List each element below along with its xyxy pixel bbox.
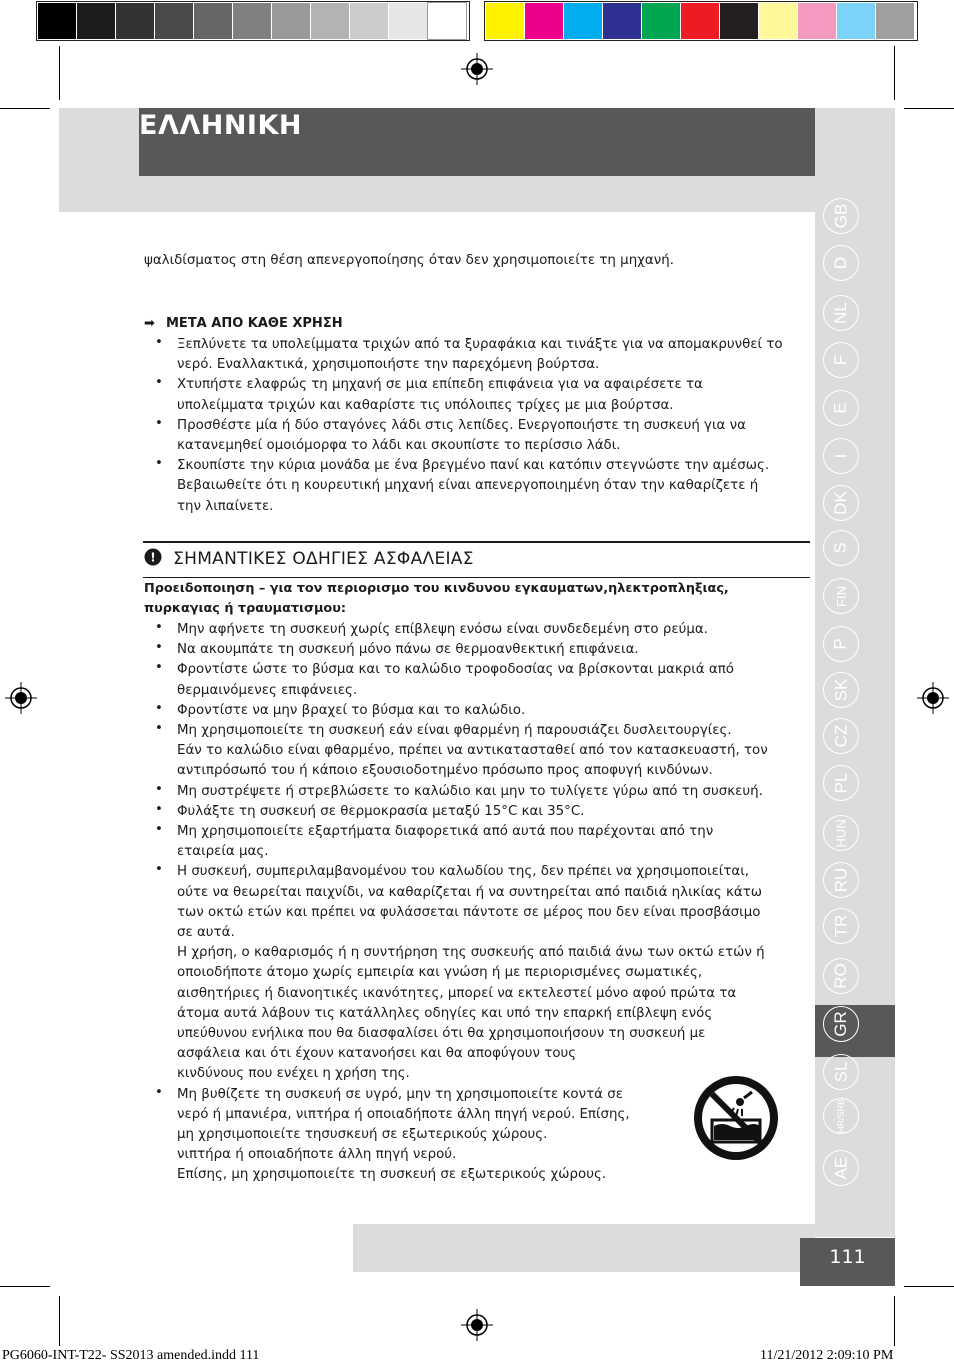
bullet: • (155, 415, 163, 431)
bullet: • (155, 822, 163, 837)
bullet: • (155, 781, 163, 797)
language-tab-nl[interactable]: NL (823, 295, 859, 331)
list-item-line: Φροντίστε να μην βραχεί το βύσμα και το καλώδιο. (177, 702, 526, 718)
crop-mark (59, 1296, 60, 1346)
list-item-line: Βεβαιωθείτε ότι η κουρευτική μηχανή είναι απενεργοποιημένη όταν την καθαρίζετε ή (177, 478, 759, 494)
no-water-icon (692, 1074, 780, 1162)
list-item-line: των οκτώ ετών και πρέπει να φυλάσσεται πάντοτε σε μέρος που δεν είναι προσβάσιμο (177, 904, 761, 920)
list-item-line: Η συσκευή, συμπεριλαμβανομένου του καλωδίου της, δεν πρέπει να χρησιμοποιείται, (177, 864, 750, 880)
intro-line: ψαλιδίσματος στη θέση απενεργοποίησης όταν δεν χρησιμοποιείτε τη μηχανή. (144, 253, 674, 268)
list-item-line: άτομα αυτά λάβουν τις κατάλληλες οδηγίες και υπό την επαρκή επίβλεψη ενός (177, 1005, 713, 1021)
swatch-frame (36, 1, 470, 41)
section-divider (143, 541, 810, 543)
bullet: • (155, 721, 163, 736)
list-item-line: Χτυπήστε ελαφρώς τη μηχανή σε μια επίπεδη επιφάνεια για να αφαιρέσετε τα (177, 377, 703, 393)
list-item-line: την λιπαίνετε. (177, 498, 274, 514)
language-tab-cz[interactable]: CZ (823, 718, 859, 754)
list-item-line: ασφάλεια και ότι έχουν κατανοήσει και θα αποφύγουν τους (177, 1046, 577, 1062)
page-title: ΕΛΛΗΝΙΚΗ (139, 110, 302, 141)
list-item-line: υπολείμματα τριχών και καθαρίστε τις υπόλοιπες τρίχες με μια βούρτσα. (177, 397, 674, 413)
section-divider (143, 577, 810, 578)
list-item-line: Μη χρησιμοποιείτε τη συσκευή εάν είναι φθαρμένη ή παρουσιάζει δυσλειτουργίες. (177, 723, 732, 738)
language-tab-gb[interactable]: GB (823, 198, 859, 234)
language-tab-hun[interactable]: HUN (823, 815, 859, 851)
warning-icon (144, 548, 162, 566)
language-tab-sk[interactable]: SK (823, 672, 859, 708)
language-tab-ae[interactable]: AE (823, 1150, 859, 1186)
warning-line: πυρκαγιας ή τραυματισμου: (144, 601, 346, 616)
list-item-line: Προσθέστε μία ή δύο σταγόνες λάδι στις λεπίδες. Ενεργοποιήστε τη συσκευή για να (177, 417, 746, 433)
list-item-line: εταιρεία μας. (177, 844, 269, 860)
after-use-heading: ΜΕΤΑ ΑΠΟ ΚΑΘΕ ΧΡΗΣΗ (166, 316, 343, 331)
frame-panel (139, 176, 815, 212)
list-item-line: ούτε να θεωρείται παιχνίδι, να καθαρίζεται ή να συντηρείται από παιδιά ηλικίας κάτω (177, 884, 762, 900)
page-number: 111 (829, 1246, 866, 1268)
list-item-line: Σκουπίστε την κύρια μονάδα με ένα βρεγμένο πανί και κατόπιν στεγνώστε την αμέσως. (177, 458, 770, 474)
crop-mark (904, 1286, 954, 1287)
crop-mark (894, 1296, 895, 1346)
crop-mark (0, 1286, 50, 1287)
after-use-heading-row (144, 312, 343, 331)
bullet: • (155, 700, 163, 716)
list-item-line: κινδύνους που ενέχει η χρήση της. (177, 1066, 410, 1082)
language-tab-sl[interactable]: SL (823, 1054, 859, 1090)
bullet: • (155, 1084, 163, 1100)
language-tab-i[interactable]: I (823, 438, 859, 474)
list-item-line: κατανεμηθεί ομοιόμορφα το λάδι και σκουπίστε το περίσσιο λάδι. (177, 438, 621, 453)
safety-heading-row (144, 548, 474, 569)
language-tab-hr-srb[interactable]: HR/SRB (823, 1098, 859, 1134)
crop-mark (59, 46, 60, 100)
language-tab-f[interactable]: F (823, 342, 859, 378)
language-tab-pl[interactable]: PL (823, 765, 859, 801)
list-item-line: νερό. Εναλλακτικά, χρησιμοποιήστε την παρεχόμενη βούρτσα. (177, 357, 600, 373)
language-tab-p[interactable]: P (823, 626, 859, 662)
language-tab-e[interactable]: E (823, 390, 859, 426)
list-item-line: οποιοδήποτε άτομο χωρίς εμπειρία και γνώση ή με περιορισμένες σωματικές, (177, 965, 703, 981)
list-item-line: νερό ή μπανιέρα, νιπτήρα ή οποιαδήποτε άλλη πηγή νερού. Επίσης, (177, 1106, 630, 1122)
crop-mark (0, 108, 50, 109)
language-tab-fin[interactable]: FIN (823, 578, 859, 614)
bullet: • (155, 801, 163, 817)
frame-panel (59, 108, 139, 212)
list-item-line: υπεύθυνου ενήλικα που θα διασφαλίσει ότι θα χρησιμοποιήσουν τη συσκευή με (177, 1026, 706, 1041)
arrow-right-icon: ➡ (144, 316, 155, 331)
registration-mark-icon (5, 682, 37, 714)
list-item-line: Φυλάξτε τη συσκευή σε θερμοκρασία μεταξύ 15°C και 35°C. (177, 803, 585, 819)
footer-date: 11/21/2012 2:09:10 PM (760, 1348, 894, 1363)
bullet: • (155, 456, 163, 472)
registration-mark-icon (461, 1309, 493, 1341)
language-tab-dk[interactable]: DK (823, 485, 859, 521)
bullet: • (155, 335, 163, 350)
bullet: • (155, 640, 163, 656)
language-tab-ro[interactable]: RO (823, 958, 859, 994)
list-item-line: Να ακουμπάτε τη συσκευή μόνο πάνω σε θερμοανθεκτική επιφάνεια. (177, 642, 639, 658)
language-tab-s[interactable]: S (823, 530, 859, 566)
list-item-line: Μη συστρέψετε ή στρεβλώσετε το καλώδιο και μην το τυλίγετε γύρω από τη συσκευή. (177, 783, 763, 799)
bullet: • (155, 375, 163, 391)
bullet: • (155, 862, 163, 878)
list-item-line: αντιπρόσωπό του ή κάποιο εξουσιοδοτημένο πρόσωπο προς αποφυγή κινδύνων. (177, 763, 713, 779)
list-item-line: Επίσης, μη χρησιμοποιείτε τη συσκευή σε εξωτερικούς χώρους. (177, 1167, 607, 1183)
swatch-frame (484, 1, 918, 41)
language-tab-tr[interactable]: TR (823, 908, 859, 944)
bullet: • (155, 620, 163, 635)
warning-line: Προειδοποιηση – για τον περιορισμο του κινδυνου εγκαυματων,ηλεκτροπληξιας, (144, 581, 729, 596)
list-item-line: Μην αφήνετε τη συσκευή χωρίς επίβλεψη ενόσω είναι συνδεδεμένη στο ρεύμα. (177, 622, 708, 637)
language-tab-gr[interactable]: GR (823, 1006, 859, 1042)
footer-file: PG6060-INT-T22- SS2013 amended.indd 111 (2, 1348, 260, 1363)
list-item-line: Ξεπλύνετε τα υπολείμματα τριχών από τα ξυραφάκια και τινάξτε για να απομακρυνθεί το (177, 337, 783, 352)
registration-mark-icon (461, 53, 493, 85)
list-item-line: Η χρήση, ο καθαρισμός ή η συντήρηση της συσκευής από παιδιά άνω των οκτώ ετών ή (177, 945, 765, 961)
frame-panel (815, 108, 895, 212)
list-item-line: μη χρησιμοποιείτε τησυσκευή σε εξωτερικούς χώρους. (177, 1127, 548, 1142)
crop-mark (894, 46, 895, 100)
list-item-line: νιπτήρα ή οποιαδήποτε άλλη πηγή νερού. (177, 1147, 457, 1163)
list-item-line: Εάν το καλώδιο είναι φθαρμένο, πρέπει να αντικατασταθεί από τον κατασκευαστή, τον (177, 743, 768, 759)
bullet: • (155, 660, 163, 676)
registration-mark-icon (917, 682, 949, 714)
bottom-panel (353, 1224, 815, 1272)
list-item-line: Μη βυθίζετε τη συσκευή σε υγρό, μην τη χρησιμοποιείτε κοντά σε (177, 1086, 623, 1102)
list-item-line: θερμαινόμενες επιφάνειες. (177, 682, 358, 698)
list-item-line: Φροντίστε ώστε το βύσμα και το καλώδιο τροφοδοσίας να βρίσκονται μακριά από (177, 662, 734, 678)
safety-heading: ΣΗΜΑΝΤΙΚΕΣ ΟΔΗΓΙΕΣ ΑΣΦΑΛΕΙΑΣ (173, 549, 474, 569)
list-item-line: Μη χρησιμοποιείτε εξαρτήματα διαφορετικά από αυτά που παρέχονται από την (177, 824, 714, 839)
list-item-line: σε αυτά. (177, 925, 235, 940)
svg-text:!: ! (150, 550, 156, 565)
language-tab-ru[interactable]: RU (823, 862, 859, 898)
crop-mark (904, 108, 954, 109)
list-item-line: αισθητήριες ή διανοητικές ικανότητες, μπορεί να εκτελεστεί μόνο αφού πρώτα τα (177, 985, 737, 1001)
language-tab-d[interactable]: D (823, 245, 859, 281)
